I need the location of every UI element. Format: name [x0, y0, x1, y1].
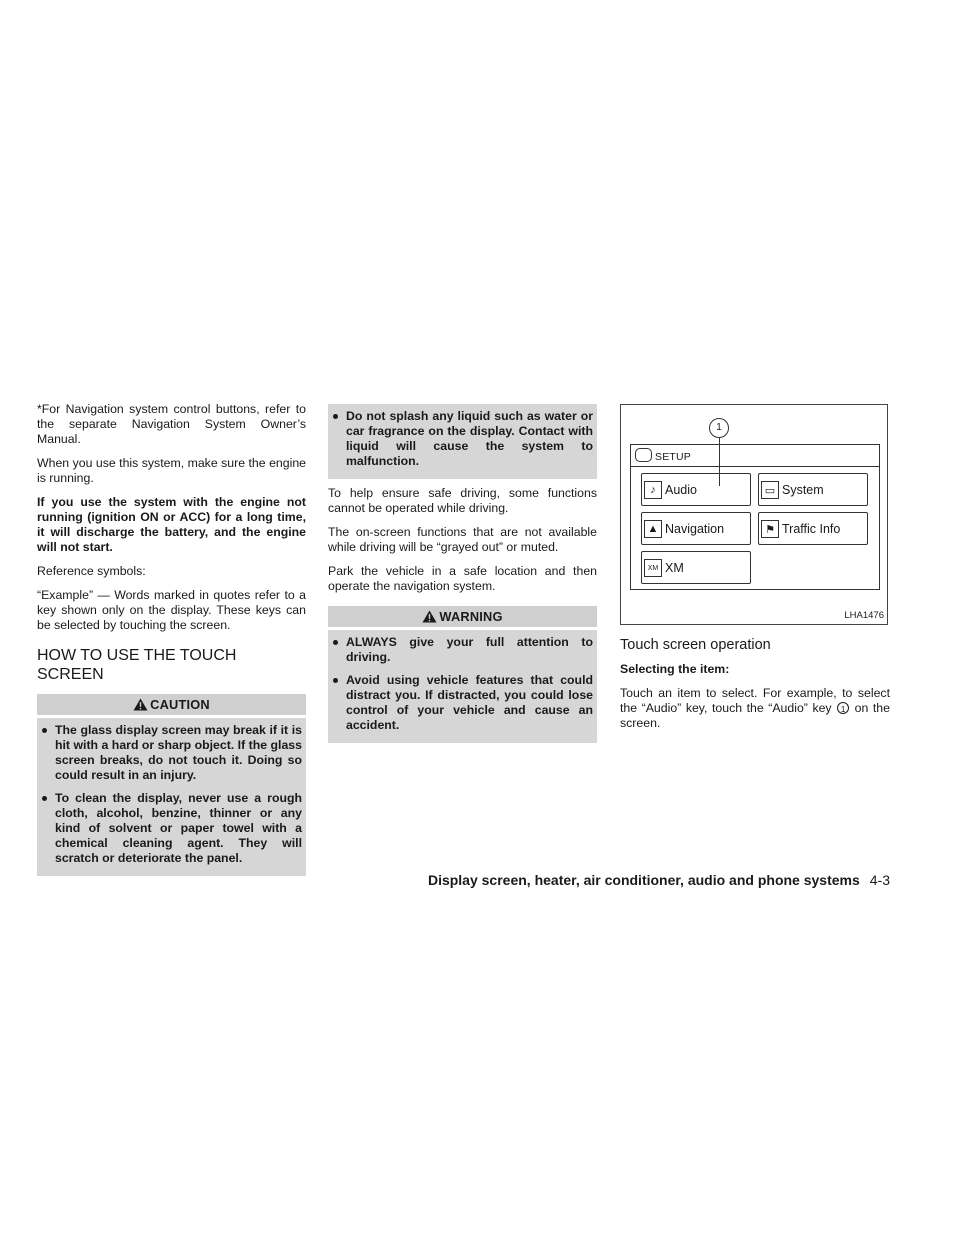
setup-screen-figure [620, 404, 888, 625]
touch-screen-heading: HOW TO USE THE TOUCH SCREEN [37, 647, 237, 683]
bullet-icon [333, 678, 338, 683]
bullet-icon [333, 414, 338, 419]
warning-header [328, 606, 597, 627]
page-footer [428, 872, 890, 888]
warning-item: Avoid using vehicle features that could distract you. If distracted, you could lose control of your vehicle and cause an accident. [332, 673, 593, 733]
navigation-key-label: Navigation [665, 522, 725, 536]
setup-label: SETUP [655, 451, 692, 463]
callout-number: 1 [709, 418, 729, 438]
xm-radio-icon: XM [644, 559, 662, 577]
music-note-icon: ♪ [644, 481, 662, 499]
warning-box [328, 606, 597, 743]
caution-box [37, 694, 306, 876]
warning-triangle-icon [133, 698, 148, 711]
engine-running-paragraph: When you use this system, make sure the engine is running. [37, 456, 306, 485]
park-vehicle-paragraph: Park the vehicle in a safe location and then operate the navigation system. [328, 564, 597, 593]
page-number: 4-3 [869, 872, 890, 888]
audio-key[interactable] [641, 473, 751, 506]
system-key-label: System [782, 483, 824, 497]
selecting-item-subheading: Selecting the item: [620, 662, 730, 676]
selecting-item-paragraph: Touch an item to select. For example, to select the “Audio” key, touch the “Audio” key 1 on the screen. [620, 686, 890, 730]
safe-driving-paragraph: To help ensure safe driving, some functions cannot be operated while driving. [328, 486, 597, 515]
bullet-icon [333, 640, 338, 645]
bullet-icon [42, 796, 47, 801]
liquid-note-item: Do not splash any liquid such as water or car fragrance on the display. Contact with liquid will cause the system to malfunction. [332, 409, 593, 469]
xm-key-label: XM [665, 561, 684, 575]
system-key[interactable] [758, 473, 868, 506]
caution-item: To clean the display, never use a rough cloth, alcohol, benzine, thinner or any kind of solvent or paper towel with a chemical cleaning agent. They will scratch or deteriorate the panel. [41, 791, 302, 866]
traffic-sign-icon: ⚑ [761, 520, 779, 538]
battery-warning-paragraph: If you use the system with the engine not running (ignition ON or ACC) for a long time, it will discharge the battery, and the engine will not start. [37, 495, 306, 554]
caution-header [37, 694, 306, 715]
xm-key[interactable] [641, 551, 751, 584]
setup-icon [635, 448, 652, 462]
display-screen [630, 444, 880, 590]
nav-reference-paragraph: *For Navigation system control buttons, refer to the separate Navigation System Owner’s Manual. [37, 402, 306, 446]
callout-number-inline: 1 [837, 702, 849, 714]
warning-body [328, 630, 597, 743]
navigation-arrow-icon: ▲ [644, 520, 662, 538]
grayed-out-paragraph: The on-screen functions that are not available while driving will be “grayed out” or muted. [328, 525, 597, 554]
setup-header-bar [631, 445, 879, 467]
middle-column [328, 402, 597, 743]
right-column [620, 404, 890, 740]
warning-title: WARNING [439, 609, 503, 624]
liquid-note-box [328, 404, 597, 479]
bullet-icon [42, 728, 47, 733]
chapter-title: Display screen, heater, air conditioner, audio and phone systems [427, 872, 860, 888]
system-monitor-icon: ▭ [761, 481, 779, 499]
figure-caption: Touch screen operation [620, 637, 771, 653]
traffic-info-key[interactable] [758, 512, 868, 545]
warning-triangle-icon [422, 610, 437, 623]
audio-key-label: Audio [665, 483, 697, 497]
caution-item: The glass display screen may break if it is hit with a hard or sharp object. If the glass screen breaks, do not touch it. Doing so could result in an injury. [41, 723, 302, 783]
warning-item: ALWAYS give your full attention to driving. [332, 635, 593, 665]
reference-symbols-label: Reference symbols: [37, 564, 146, 578]
example-definition-paragraph: “Example” — Words marked in quotes refer to a key shown only on the display. These keys can be selected by touching the screen. [37, 588, 306, 632]
left-column [37, 402, 306, 876]
figure-code: LHA1476 [844, 610, 884, 621]
caution-title: CAUTION [150, 697, 210, 712]
caution-body [37, 718, 306, 876]
navigation-key[interactable] [641, 512, 751, 545]
traffic-info-key-label: Traffic Info [782, 522, 841, 536]
